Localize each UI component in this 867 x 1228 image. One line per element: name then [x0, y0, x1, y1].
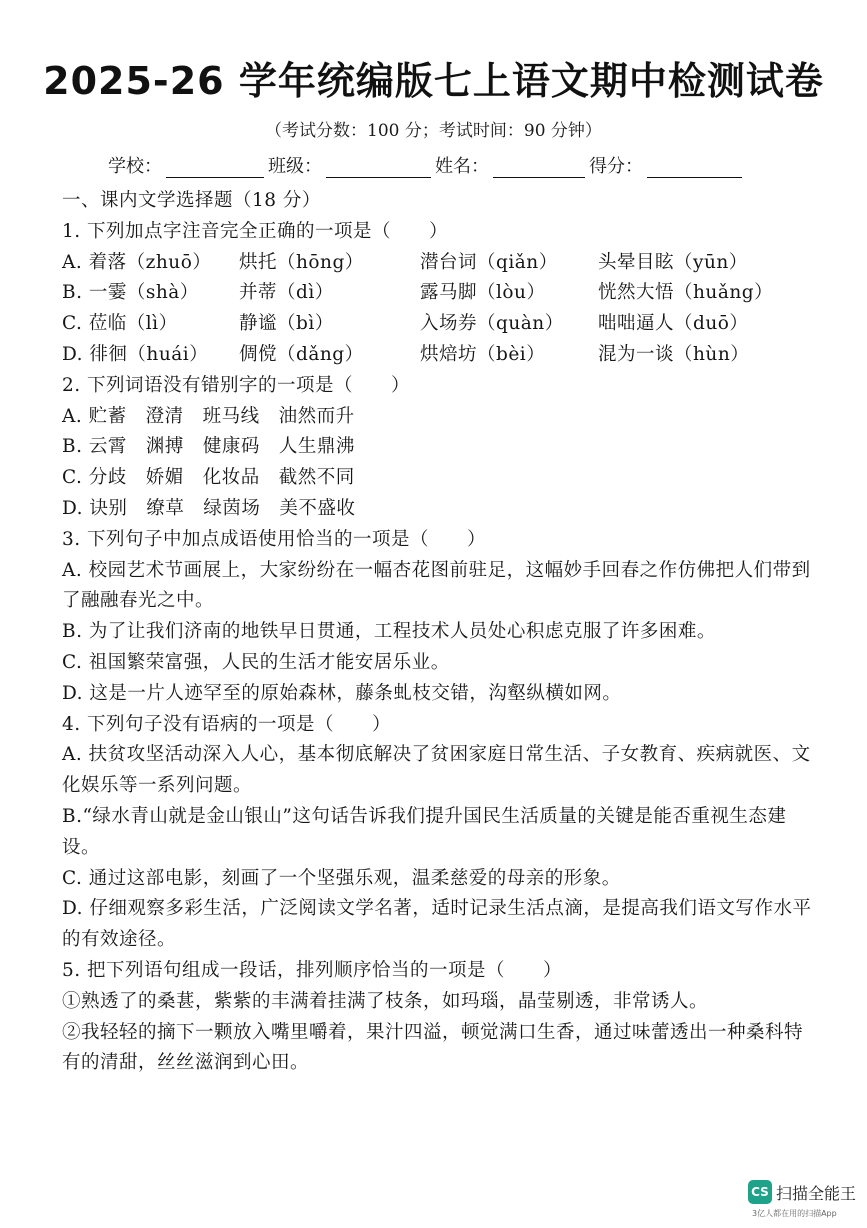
q5-stem: 5. 把下列语句组成一段话，排列顺序恰当的一项是（ ）: [62, 959, 563, 981]
q1-c-1: C. 莅临（lì）: [62, 313, 178, 335]
q4-option-d: D. 仔细观察多彩生活，广泛阅读文学名著，适时记录生活点滴，是提高我们语文写作水平的有效途径。: [62, 898, 812, 951]
q1-c-3: 入场券（quàn）: [420, 313, 564, 335]
q5-item-1: ①熟透了的桑葚，紫紫的丰满着挂满了枝条，如玛瑙，晶莹剔透，非常诱人。: [62, 990, 709, 1012]
q1-d-2: 倜傥（dǎng）: [239, 343, 364, 365]
camscanner-tagline: 3亿人都在用的扫描App: [752, 1209, 837, 1218]
q1-a-3: 潜台词（qiǎn）: [420, 251, 558, 273]
exam-subtitle: （考试分数：100 分；考试时间：90 分钟）: [265, 121, 602, 141]
q1-b-2: 并蒂（dì）: [239, 282, 334, 304]
q4-stem: 4. 下列句子没有语病的一项是（ ）: [62, 713, 392, 735]
school-label: 学校：: [108, 156, 162, 177]
camscanner-name: 扫描全能王: [776, 1184, 857, 1203]
q1-a-4: 头晕目眩（yūn）: [598, 251, 748, 273]
q3-option-d: D. 这是一片人迹罕至的原始森林，藤条虬枝交错，沟壑纵横如网。: [62, 682, 622, 704]
q1-d-1: D. 徘徊（huái）: [62, 343, 209, 365]
q1-c-2: 静谧（bì）: [239, 313, 334, 335]
exam-content: [62, 186, 812, 1079]
q1-b-3: 露马脚（lòu）: [420, 282, 546, 304]
q1-a-2: 烘托（hōng）: [239, 251, 364, 273]
q2-option-d: D. 诀别 缭草 绿茵场 美不盛收: [62, 497, 356, 519]
score-blank[interactable]: [647, 155, 742, 178]
q1-option-a: [62, 248, 812, 279]
score-label: 得分：: [589, 156, 643, 177]
q4-option-a: A. 扶贫攻坚活动深入人心，基本彻底解决了贫困家庭日常生活、子女教育、疾病就医、文化娱乐等一系列问题。: [62, 744, 811, 797]
q2-option-a: A. 贮蓄 澄清 班马线 油然而升: [62, 405, 355, 427]
q1-d-3: 烘焙坊（bèi）: [420, 343, 546, 365]
q2-option-b: B. 云霄 渊搏 健康码 人生鼎沸: [62, 436, 355, 458]
camscanner-logo-icon: CS: [748, 1180, 772, 1204]
class-label: 班级：: [268, 156, 322, 177]
exam-title: 2025-26 学年统编版七上语文期中检测试卷: [43, 59, 824, 103]
q4-option-c: C. 通过这部电影，刻画了一个坚强乐观，温柔慈爱的母亲的形象。: [62, 867, 621, 889]
school-blank[interactable]: [166, 155, 264, 178]
q3-option-c: C. 祖国繁荣富强，人民的生活才能安居乐业。: [62, 651, 450, 673]
camscanner-watermark: [748, 1178, 866, 1224]
q1-b-1: B. 一霎（shà）: [62, 282, 199, 304]
q3-option-b: B. 为了让我们济南的地铁早日贯通，工程技术人员处心积虑克服了许多困难。: [62, 621, 716, 643]
q3-stem: 3. 下列句子中加点成语使用恰当的一项是（ ）: [62, 528, 487, 550]
student-info-row: [108, 150, 746, 178]
q1-stem: 1. 下列加点字注音完全正确的一项是（ ）: [62, 220, 449, 242]
q1-d-4: 混为一谈（hùn）: [598, 343, 750, 365]
class-blank[interactable]: [326, 155, 431, 178]
name-label: 姓名：: [435, 156, 489, 177]
q2-stem: 2. 下列词语没有错别字的一项是（ ）: [62, 374, 411, 396]
q1-a-1: A. 着落（zhuō）: [62, 251, 212, 273]
q4-option-b: B.“绿水青山就是金山银山”这句话告诉我们提升国民生活质量的关键是能否重视生态建设。: [62, 805, 787, 858]
q3-option-a: A. 校园艺术节画展上，大家纷纷在一幅杏花图前驻足，这幅妙手回春之作仿佛把人们带到了融融春光之中。: [62, 559, 811, 612]
q1-b-4: 恍然大悟（huǎng）: [598, 282, 774, 304]
q2-option-c: C. 分歧 娇媚 化妆品 截然不同: [62, 467, 355, 489]
section-heading: 一、课内文学选择题（18 分）: [62, 190, 321, 211]
name-blank[interactable]: [493, 155, 585, 178]
q1-c-4: 咄咄逼人（duō）: [598, 313, 749, 335]
q1-option-d: [62, 340, 812, 371]
q1-option-c: [62, 309, 812, 340]
q5-item-2: ②我轻轻的摘下一颗放入嘴里嚼着，果汁四溢，顿觉满口生香，通过味蕾透出一种桑科特有的清甜，丝丝滋润到心田。: [62, 1021, 804, 1074]
q1-option-b: [62, 278, 812, 309]
